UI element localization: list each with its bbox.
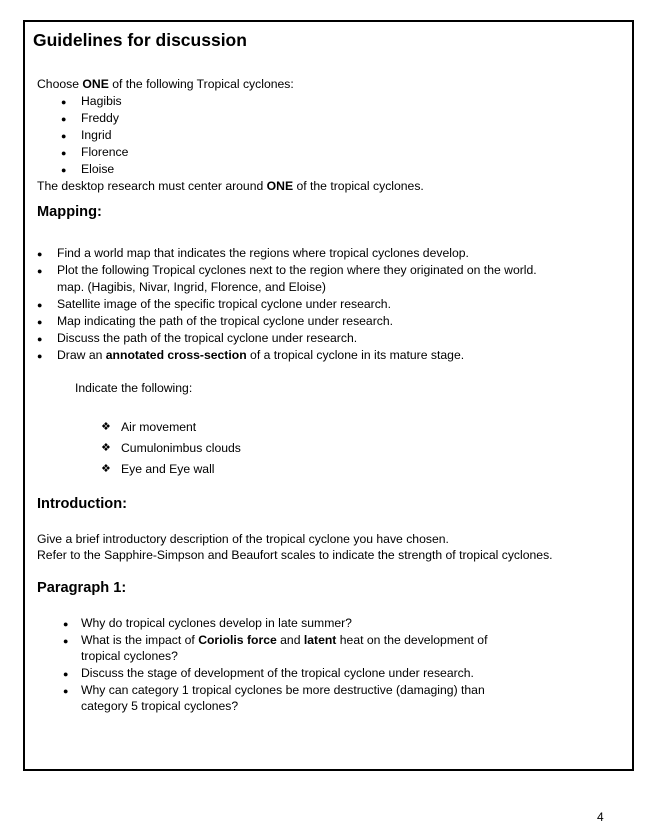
list-item: Freddy [81, 111, 119, 125]
intro-line: Give a brief introductory description of the tropical cyclone you have chosen. [37, 532, 449, 546]
bullet-icon: ● [61, 114, 67, 124]
introduction-heading: Introduction: [37, 496, 127, 512]
list-item: Satellite image of the specific tropical cyclone under research. [57, 297, 391, 311]
bullet-icon: ● [61, 131, 67, 141]
paragraph1-heading: Paragraph 1: [37, 580, 127, 596]
guidelines-box [23, 20, 634, 771]
bullet-icon: ● [37, 351, 43, 361]
list-item: Draw an annotated cross-section of a tropical cyclone in its mature stage. [57, 348, 465, 362]
bullet-icon: ● [61, 165, 67, 175]
list-item: Discuss the stage of development of the tropical cyclone under research. [81, 666, 474, 680]
diamond-bullet-icon: ❖ [101, 421, 111, 433]
list-item: Why do tropical cyclones develop in late summer? [81, 616, 352, 630]
bullet-icon: ● [37, 300, 43, 310]
list-item: Air movement [121, 420, 197, 434]
list-item: Discuss the path of the tropical cyclone under research. [57, 331, 358, 345]
list-item: Cumulonimbus clouds [121, 441, 241, 455]
bullet-icon: ● [37, 334, 43, 344]
bullet-icon: ● [63, 619, 69, 629]
bullet-icon: ● [61, 97, 67, 107]
diamond-bullet-icon: ❖ [101, 442, 111, 454]
bullet-icon: ● [63, 686, 69, 696]
bullet-icon: ● [61, 148, 67, 158]
research-line: The desktop research must center around ONE of the tropical cyclones. [37, 179, 424, 193]
list-item: Why can category 1 tropical cyclones be more destructive (damaging) than [81, 683, 485, 697]
page-title: Guidelines for discussion [33, 30, 247, 50]
mapping-heading: Mapping: [37, 204, 102, 220]
list-item: tropical cyclones? [81, 649, 178, 663]
indicate-label: Indicate the following: [75, 381, 193, 395]
bullet-icon: ● [37, 249, 43, 259]
list-item: Plot the following Tropical cyclones next to the region where they originated on the world. [57, 263, 537, 277]
bullet-icon: ● [37, 317, 43, 327]
bullet-icon: ● [63, 636, 69, 646]
list-item: Find a world map that indicates the regions where tropical cyclones develop. [57, 246, 469, 260]
list-item: Map indicating the path of the tropical cyclone under research. [57, 314, 394, 328]
bullet-icon: ● [63, 669, 69, 679]
diamond-bullet-icon: ❖ [101, 463, 111, 475]
list-item: Eye and Eye wall [121, 462, 215, 476]
list-item: category 5 tropical cyclones? [81, 699, 239, 713]
list-item: Eloise [81, 162, 115, 176]
list-item: Ingrid [81, 128, 112, 142]
choose-line: Choose ONE of the following Tropical cyclones: [37, 77, 294, 91]
list-item: map. (Hagibis, Nivar, Ingrid, Florence, and Eloise) [57, 280, 326, 294]
list-item: What is the impact of Coriolis force and latent heat on the development of [81, 633, 488, 647]
intro-line: Refer to the Sapphire-Simpson and Beaufort scales to indicate the strength of tropical cyclones. [37, 548, 553, 562]
list-item: Hagibis [81, 94, 122, 108]
list-item: Florence [81, 145, 129, 159]
page-number: 4 [597, 810, 604, 824]
bullet-icon: ● [37, 266, 43, 276]
